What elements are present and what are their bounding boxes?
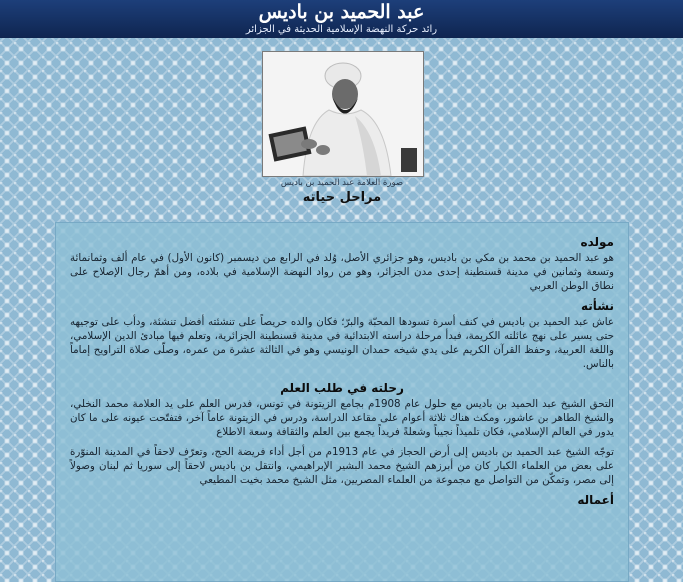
portrait-illustration xyxy=(263,52,423,176)
heading-upbringing: نشأته xyxy=(580,299,614,313)
section-title: مراحل حياته xyxy=(302,190,382,205)
paragraph-journey-2: توجّه الشيخ عبد الحميد بن باديس إلى أرض الحجاز في عام 1913م من أجل أداء فريضة الحج، وتعرّف لاحقاً في المدينة المنوّرة على بعض من العلماء الكبار كان من أبرزهم الشيخ محمد البشير الإبراهيمي، وانتقل بن باديس لاحقاً إلى سوريا ثم لبنان وصولاً إلى مصر، وتمكّن من التواصل مع مجموعة من العلماء المصريين، مثل الشيخ محمد بخيت المطيعي xyxy=(70,446,614,486)
page-subtitle: رائد حركة النهضة الإسلامية الحديثة في الجزائر xyxy=(245,24,438,35)
page-header xyxy=(0,0,683,38)
biography-content xyxy=(55,222,629,582)
heading-journey: رحلته في طلب العلم xyxy=(280,381,404,395)
heading-birth: مولده xyxy=(580,235,614,249)
paragraph-journey-1: التحق الشيخ عبد الحميد بن باديس مع حلول عام 1908م بجامع الزيتونة في تونس، فدرس العلم على يد العلامة محمد النخلي، والشيخ الطاهر بن عاشور، ومكث هناك ثلاثة أعوام على مقاعد الدراسة، ودرس في الزيتونة عاماً آخر، فتفتّحت عيونه على ما كان يدور في العالم الإسلامي، فكان تلميذاً نجيباً وشعلةً فريداً يجمع بين العلم والثقافة وسعة الاطلاع xyxy=(70,398,615,438)
page-title: عبد الحميد بن باديس xyxy=(258,1,425,23)
paragraph-upbringing: عاش عبد الحميد بن باديس في كنف أسرة تسودها المحبّة والبرّ؛ فكان والده حريصاً على تنشئته أفضل تنشئة، ودأب على توجيهه حتى يسير على نهج عائلته الكريمة، فبدأ مرحلة دراسته الابتدائية في مدينة قسنطينة الجزائرية، وتعلم فيها مبادئ الدين الإسلامي، واللغة العربية، وحفظ القرآن الكريم على يدي شيخه حمدان الونيسي وهو في الثالثة عشرة من عمره، وصلّى صلاة التراويح إماماً بالناس. xyxy=(70,316,614,370)
portrait-photo xyxy=(262,51,424,177)
heading-works: أعماله xyxy=(577,493,614,507)
photo-caption: صورة العلامة عبد الحميد بن باديس xyxy=(280,178,404,188)
paragraph-birth: هو عبد الحميد بن محمد بن مكي بن باديس، وهو جزائري الأصل، وُلد في الرابع من ديسمبر (كانون الأول) في عام ألف وثمانمائة وتسعة وثمانين في مدينة قسنطينة إحدى مدن الجزائر، وهو من رواد النهضة الإسلامية في بلاده، ومن أهمّ رجال الإصلاح على نطاق الوطن العربي xyxy=(70,252,614,292)
